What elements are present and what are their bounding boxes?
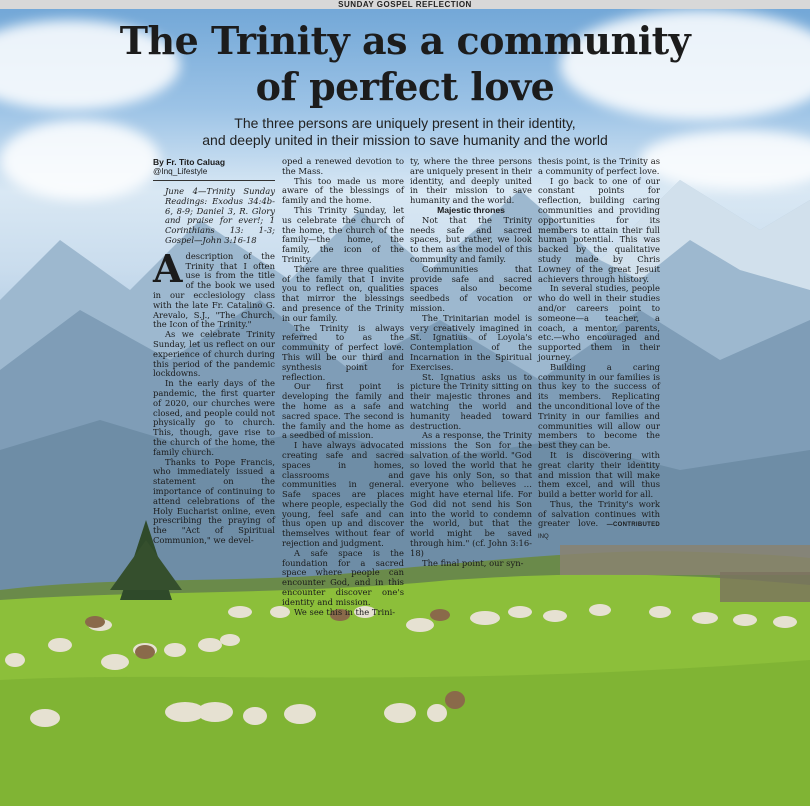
- article-paragraph: oped a renewed devotion to the Mass.: [282, 156, 404, 176]
- headline-line-2: of perfect love: [255, 64, 555, 109]
- subheadline-line-2: and deeply united in their mission to save humanity and the world: [202, 132, 608, 148]
- article-paragraph: In the early days of the pandemic, the first quarter of 2020, our churches were closed, and people could not physically go to church. This, though, gave rise to the church of the home, the family church.: [153, 378, 275, 457]
- article-paragraph: The final point, our syn-: [422, 557, 524, 568]
- article-column-4: [538, 157, 660, 543]
- headline-line-1: The Trinity as a community: [119, 18, 691, 63]
- article-paragraph: St. Ignatius asks us to picture the Trinity sitting on their majestic thrones and watching the world and humanity headed toward destruction.: [410, 371, 532, 431]
- byline-handle[interactable]: @Inq_Lifestyle: [153, 167, 208, 176]
- publication-tag: INQ: [538, 534, 549, 541]
- byline-author: By Fr. Tito Caluag: [153, 157, 226, 167]
- subheadline-line-1: The three persons are uniquely present in their identity,: [234, 115, 576, 131]
- article-paragraph: The Trinitarian model is very creatively imagined in St. Ignatius of Loyola's Contemplation of the Incarnation in the Spiritual Exercises.: [410, 312, 532, 372]
- article-paragraph: Communities that provide safe and sacred spaces also become seedbeds of vocation or mission.: [410, 263, 532, 313]
- article-paragraph: The Trinity is always referred to as the community of perfect love. This will be our third and synthesis point for reflection.: [282, 322, 404, 382]
- article-paragraph: It is discovering with great clarity their identity and mission that will make them excel, and will thus build a better world for all.: [538, 449, 660, 500]
- article-paragraph: Building a caring community in our families is thus key to the success of its members. Replicating the unconditional love of the Trinity in our families and communities will allow our members to become the best they can be.: [538, 361, 660, 451]
- article-paragraph: This too made us more aware of the blessings of family and the home.: [282, 175, 404, 206]
- article-paragraph: This Trinity Sunday, let us celebrate the church of the home, the church of the family—the home, the family, the icon of the Trinity.: [282, 204, 404, 264]
- article-column-1: [153, 157, 275, 546]
- article-paragraph: I go back to one of our constant points for reflection, building caring communities and providing opportunities for its members to attain their full human potential. This was backed by the qualitative study made by Chris Lowney of the great Jesuit achievers through history.: [538, 175, 660, 284]
- section-subheading: Majestic thrones: [437, 204, 505, 215]
- section-masthead: SUNDAY GOSPEL REFLECTION: [0, 0, 810, 9]
- article-paragraph: We see this in the Trini-: [294, 606, 396, 617]
- article-paragraph: As we celebrate Trinity Sunday, let us reflect on our experience of church during this period of the pandemic lockdowns.: [153, 329, 275, 379]
- contributed-credit: —CONTRIBUTED: [606, 522, 660, 529]
- liturgical-readings: June 4—Trinity Sunday Readings: Exodus 34:4b-6, 8-9; Daniel 3, R. Glory and praise for ever!; 1 Corinthians 13: 1-3; Gospel—John 3:16-18: [165, 186, 275, 245]
- article-paragraph: A safe space is the foundation for a sacred space where people can encounter God, and in this encounter discover one's identity and mission.: [282, 547, 404, 607]
- article-paragraph: Thanks to Pope Francis, who immediately issued a statement on the importance of continuing to attend celebrations of the Holy Eucharist online, even prescribing the praying of the "Act of Spiritual Communion," we devel-: [153, 456, 275, 545]
- article-column-3: [410, 157, 532, 568]
- headline: [0, 18, 810, 110]
- article-paragraph: thesis point, is the Trinity as a community of perfect love.: [538, 156, 660, 176]
- article-paragraph: As a response, the Trinity missions the Son for the salvation of the world. "God so loved the world that he gave his only Son, so that everyone who believes … might have eternal life. For God did not send his Son into the world to condemn the world, but that the world might be saved through him." (cf. John 3:16-18): [410, 430, 532, 558]
- article-paragraph: Not that the Trinity needs safe and sacred spaces, but rather, we look to them as the model of this community and family.: [410, 214, 532, 264]
- article-paragraph: In several studies, people who do well in their studies and/or careers point to someone—a teacher, a coach, a mentor, parents, etc.—who encouraged and supported them in their journey.: [538, 283, 660, 362]
- article-paragraph: Thus, the Trinity's work of salvation continues with greater love. —CONTRIBUTED INQ: [538, 498, 660, 541]
- article-paragraph: I have always advocated creating safe and sacred spaces in homes, classrooms and communities in general. Safe spaces are places where people, especially the young, feel safe and can thus open up and discover themselves without fear of rejection and judgment.: [282, 440, 404, 549]
- article-paragraph: Adescription of the Trinity that I often use is from the title of the book we used in our ecclesiology class with the late Fr. Catalino G. Arevalo, S.J., "The Church, the Icon of the Trinity.": [153, 245, 275, 330]
- article-column-2: [282, 157, 404, 617]
- byline-divider: [153, 180, 275, 181]
- article-paragraph: There are three qualities of the family that I invite you to reflect on, qualities that mirror the blessings and presence of the Trinity in our family.: [282, 263, 404, 323]
- drop-cap: A: [153, 245, 183, 291]
- subheadline: [0, 115, 810, 149]
- article-paragraph: Our first point is developing the family and the home as a safe and sacred space. The second is the family and the home as a seedbed of mission.: [282, 381, 404, 441]
- article-paragraph: ty, where the three persons are uniquely present in their identity, and deeply united in their mission to save humanity and the world.: [410, 156, 532, 206]
